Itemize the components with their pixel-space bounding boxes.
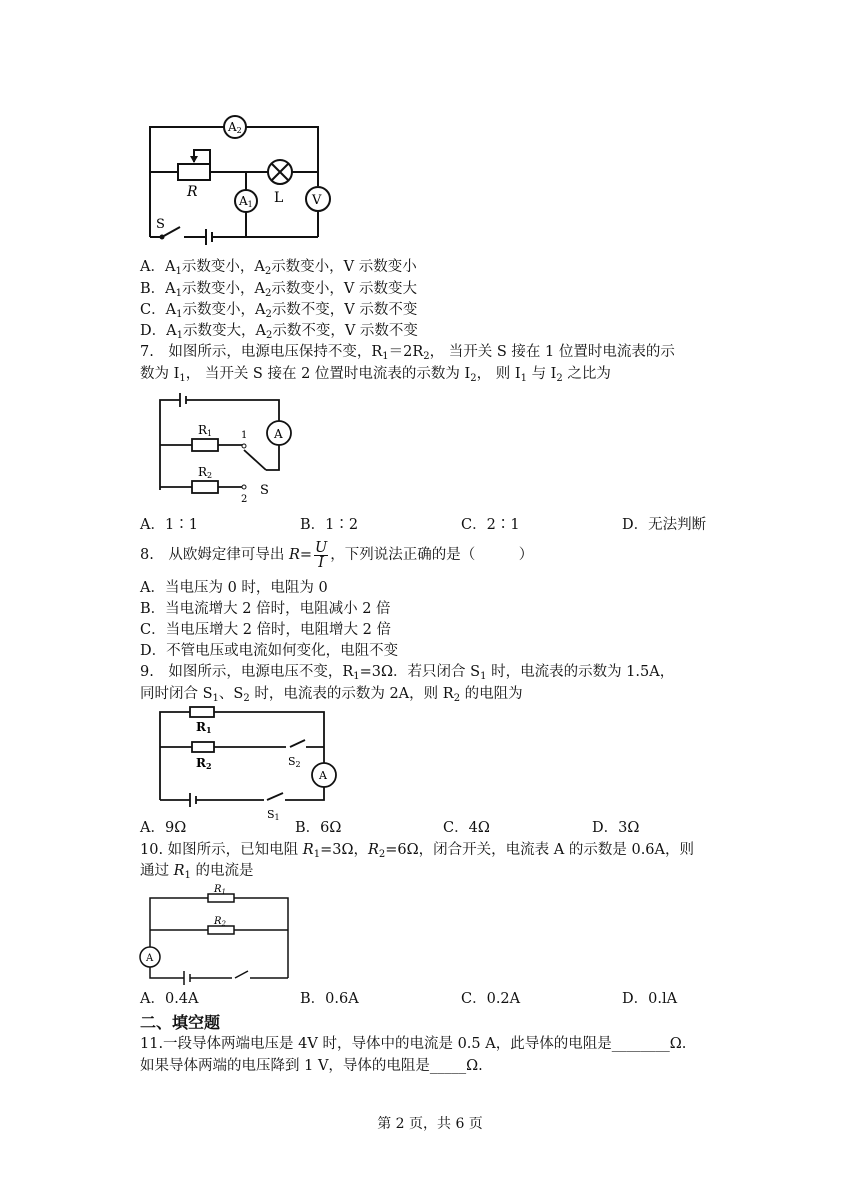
q9-label-r1: R1	[196, 720, 212, 735]
q6-label-s: S	[156, 217, 165, 232]
q10-label-r1: $R_1$	[214, 884, 226, 896]
q10-label-ammeter: A	[146, 953, 154, 964]
q11-text-line2: 如果导体两端的电压降到 1 V，导体的电阻是_____Ω.	[140, 1058, 483, 1074]
q6-label-v: V	[312, 193, 322, 208]
q10-label-r2: $R_2$	[214, 916, 226, 928]
q6-option-d: D．$A_1$示数变大，$A_2$示数不变，V 示数不变	[140, 323, 418, 341]
q9-label-r2: R2	[196, 756, 212, 771]
q7-label-r2: R2	[198, 465, 213, 480]
q8-option-c: C．当电压增大 2 倍时，电阻增大 2 倍	[140, 622, 391, 638]
q8-option-d: D．不管电压或电流如何变化，电阻不变	[140, 643, 399, 659]
q9-option-a: A．9Ω	[140, 820, 187, 836]
q11-text-line1: 11.一段导体两端电压是 4V 时，导体中的电流是 0.5 A，此导体的电阻是________Ω.	[140, 1036, 687, 1052]
q9-text-line1: 9. 如图所示，电源电压不变，$R_1=3\Omega$．若只闭合 $S_1$ 时，电流表的示数为 1.5A，	[140, 664, 675, 682]
q9-option-c: C．4Ω	[443, 820, 490, 836]
q7-circuit-diagram	[150, 390, 300, 505]
q7-label-s: S	[260, 483, 269, 498]
q9-circuit-diagram	[150, 705, 340, 820]
q6-option-c: C．$A_1$示数变小，$A_2$示数不变，V 示数不变	[140, 302, 418, 320]
q6-label-l: L	[274, 190, 284, 206]
q6-label-r: R	[187, 184, 198, 200]
q8-option-a: A．当电压为 0 时，电阻为 0	[140, 580, 328, 596]
q10-text-line1: 10. 如图所示，已知电阻 $R_1=3\Omega$，$R_2=6\Omega$，闭合开关，电流表 A 的示数是 0.6A，则	[140, 842, 695, 860]
q9-label-s1: S1	[267, 808, 280, 820]
q9-option-d: D．3Ω	[592, 820, 640, 836]
q7-option-c: C．2∶1	[461, 517, 520, 533]
q10-option-a: A．0.4A	[140, 991, 199, 1007]
q7-option-b: B．1∶2	[300, 517, 359, 533]
q7-label-pos1: 1	[241, 430, 248, 441]
q10-option-b: B．0.6A	[300, 991, 359, 1007]
q8-option-b: B．当电流增大 2 倍时，电阻减小 2 倍	[140, 601, 391, 617]
q9-text-line2: 同时闭合 $S_1$、$S_2$ 时，电流表的示数为 2A，则 $R_2$ 的电阻为	[140, 686, 523, 704]
q6-label-a1: A1	[239, 194, 253, 209]
q9-option-b: B．6Ω	[295, 820, 342, 836]
q7-label-ammeter: A	[274, 427, 283, 441]
q10-circuit-diagram	[138, 882, 298, 987]
q7-text-line2: 数为 $I_1$， 当开关 S 接在 2 位置时电流表的示数为 $I_2$， 则 $I_1$ 与 $I_2$ 之比为	[140, 366, 611, 384]
page-footer: 第 2 页，共 6 页	[377, 1116, 483, 1132]
q6-label-a2: A2	[228, 120, 242, 135]
q9-label-ammeter: A	[319, 769, 327, 782]
q7-label-pos2: 2	[241, 494, 248, 505]
q7-label-r1: R1	[198, 423, 213, 438]
q6-circuit-diagram	[140, 110, 340, 245]
q6-option-b: B．$A_1$示数变小，$A_2$示数变小，V 示数变大	[140, 281, 417, 299]
q7-option-a: A．1∶1	[140, 517, 198, 533]
q10-text-line2: 通过 $R_1$ 的电流是	[140, 863, 254, 881]
q8-fraction: $\frac{U}{I}$	[315, 539, 328, 571]
section-heading-fill-in: 二、填空题	[140, 1013, 221, 1032]
q9-label-s2: S2	[288, 755, 301, 769]
q6-option-a: A．$A_1$示数变小，$A_2$示数变小，V 示数变小	[140, 259, 417, 277]
q10-option-d: D．0.lA	[622, 991, 678, 1007]
q10-option-c: C．0.2A	[461, 991, 521, 1007]
q7-option-d: D．无法判断	[622, 517, 707, 533]
q7-text-line1: 7. 如图所示，电源电压保持不变，$R_1=2R_2$， 当开关 S 接在 1 位置时电流表的示	[140, 344, 675, 362]
q8-text: 8. 从欧姆定律可导出 R= $\frac{U}{I}$ ，下列说法正确的是（ ）	[140, 539, 534, 571]
